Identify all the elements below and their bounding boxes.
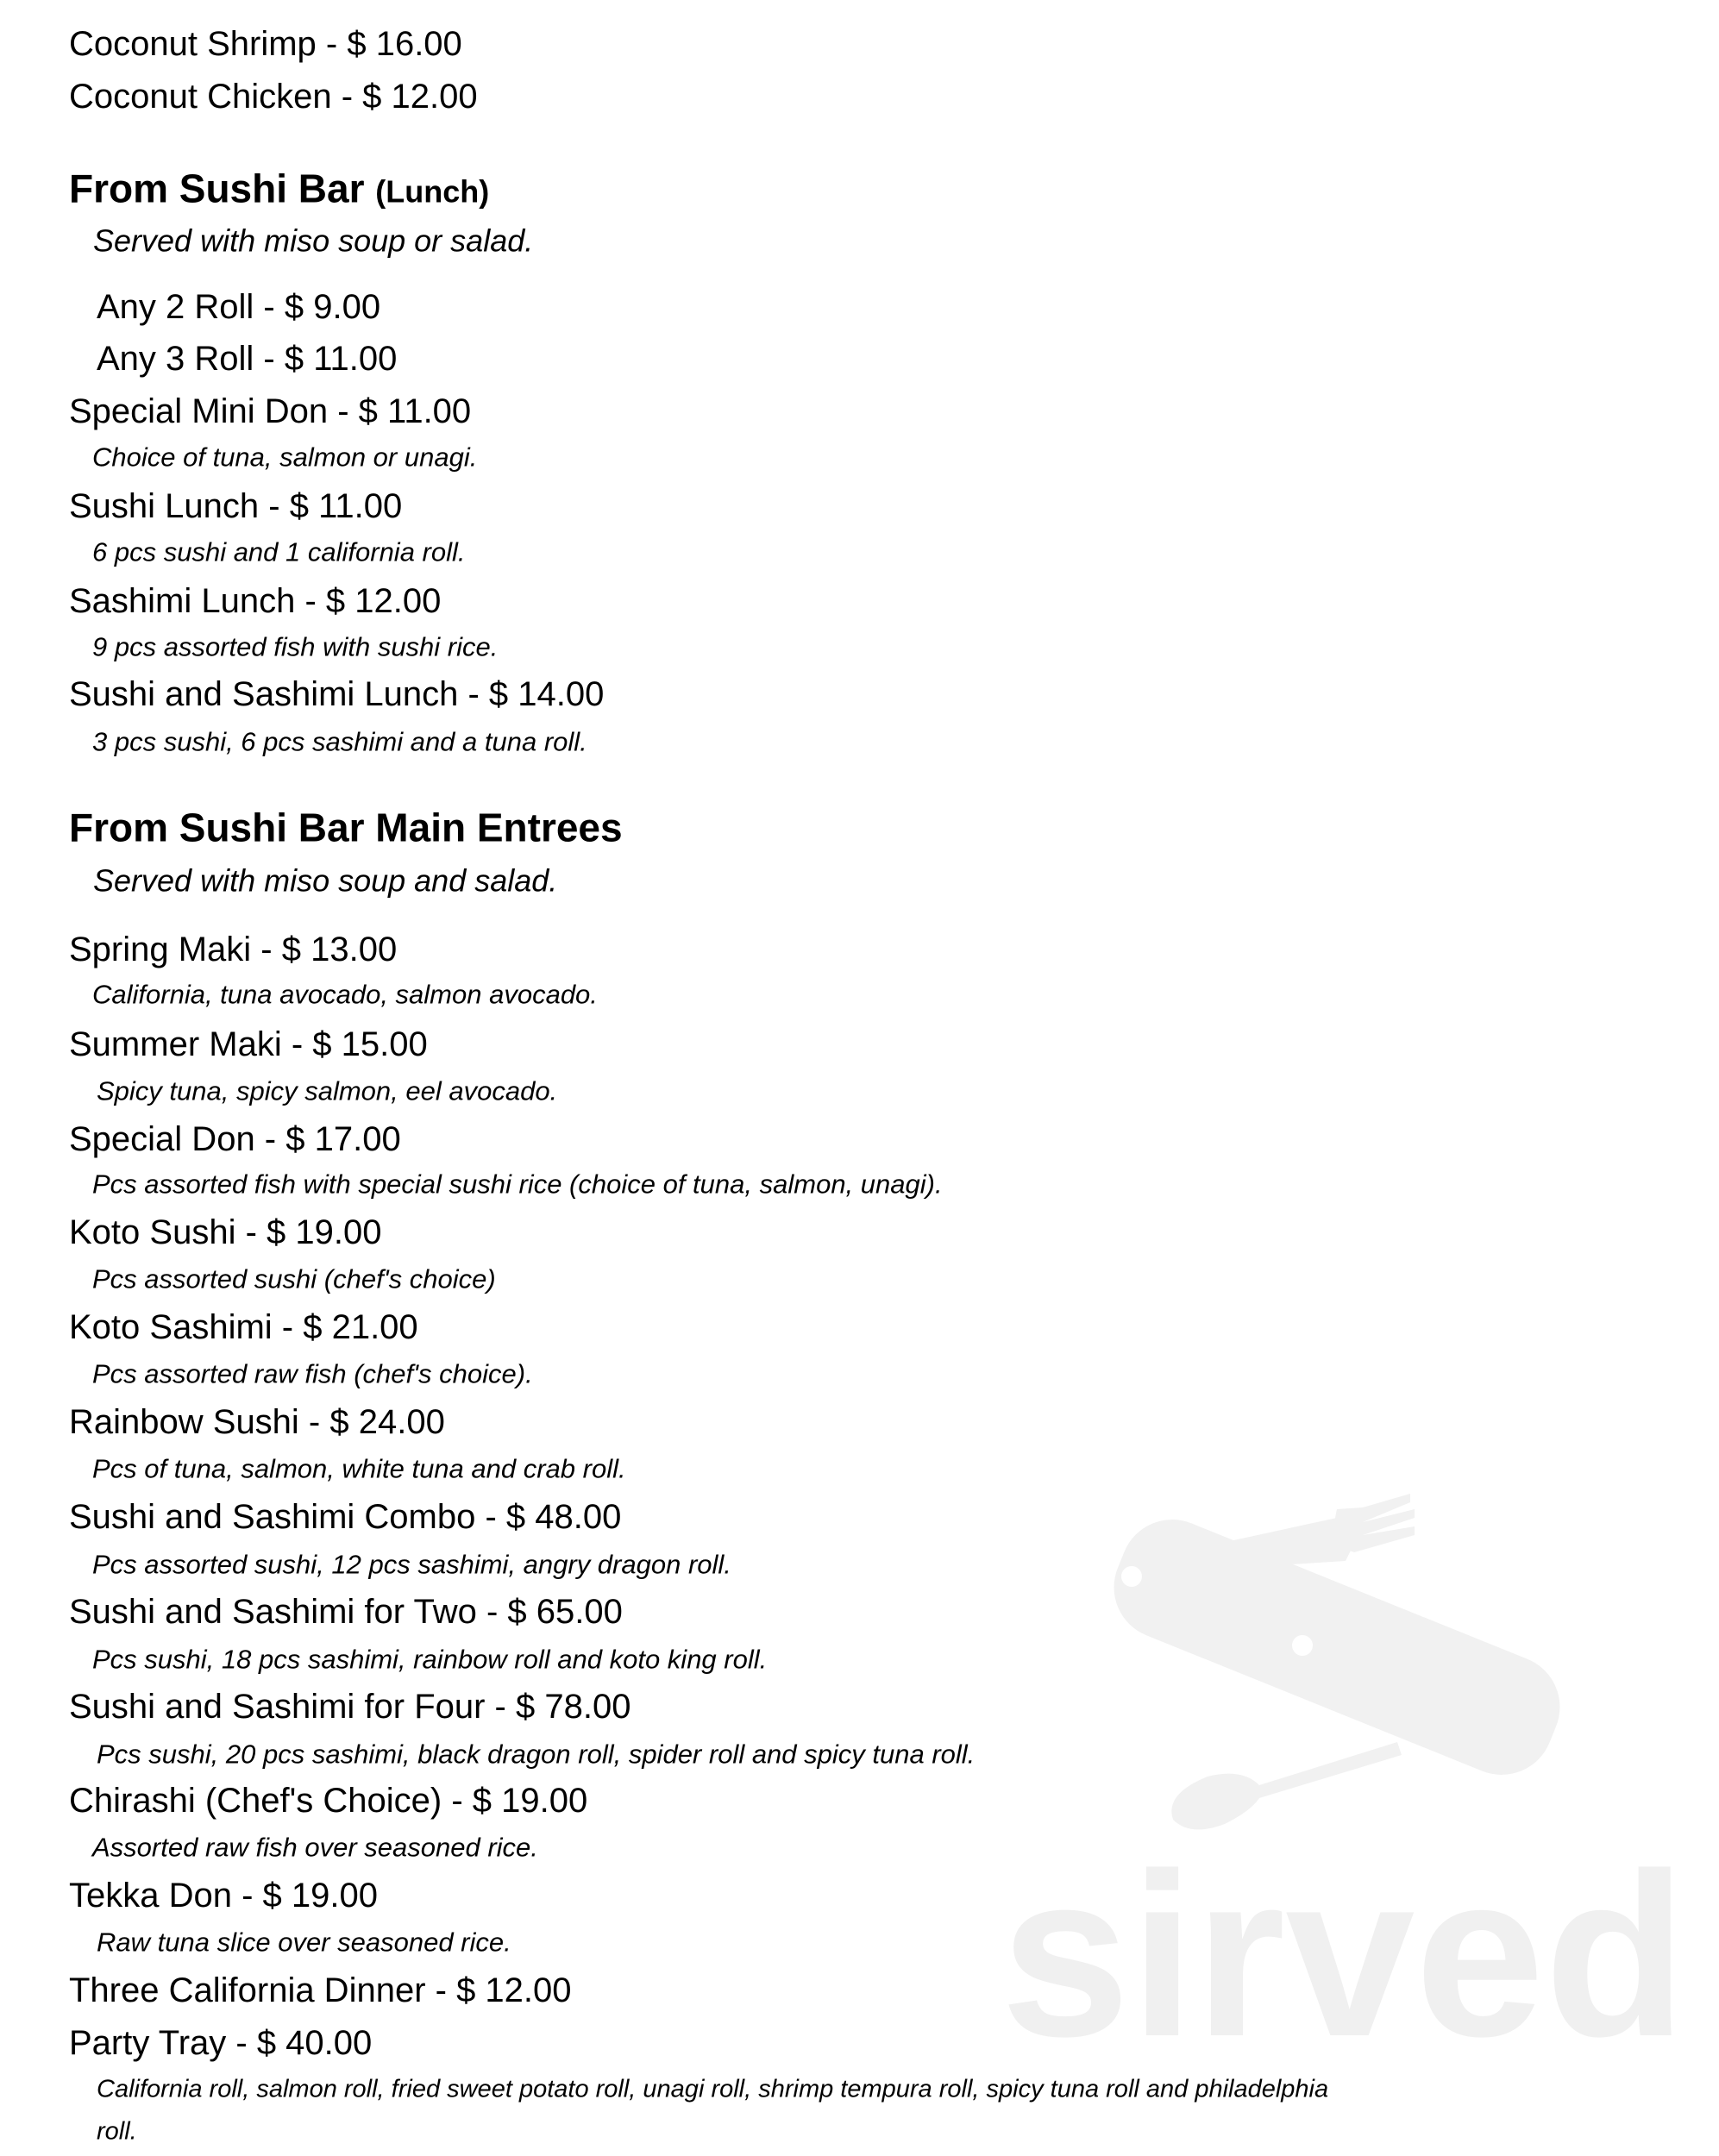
menu-item: Tekka Don - $ 19.00 [69, 1877, 378, 1915]
menu-item: Sushi and Sashimi for Four - $ 78.00 [69, 1688, 631, 1726]
menu-item: Summer Maki - $ 15.00 [69, 1025, 428, 1063]
menu-item: Special Mini Don - $ 11.00 [69, 392, 472, 430]
menu-item: Sashimi Lunch - $ 12.00 [69, 582, 442, 620]
menu-item: Coconut Chicken - $ 12.00 [69, 78, 478, 116]
heading-text: From Sushi Bar [69, 166, 365, 211]
menu-item: Sushi and Sashimi Lunch - $ 14.00 [69, 675, 605, 713]
menu-item: Chirashi (Chef's Choice) - $ 19.00 [69, 1782, 588, 1820]
item-description: Raw tuna slice over seasoned rice. [97, 1927, 511, 1958]
item-description: Pcs assorted sushi (chef's choice) [92, 1263, 496, 1294]
heading-note: (Lunch) [375, 173, 490, 210]
item-description: Spicy tuna, spicy salmon, eel avocado. [97, 1075, 558, 1106]
item-description: Choice of tuna, salmon or unagi. [92, 442, 478, 473]
item-description: Assorted raw fish over seasoned rice. [92, 1832, 538, 1863]
section-heading-lunch [69, 165, 489, 212]
watermark-text: sirved [1001, 1826, 1673, 2070]
item-description: California, tuna avocado, salmon avocado. [92, 979, 598, 1010]
section-subtitle: Served with miso soup or salad. [93, 222, 534, 259]
item-description: Pcs sushi, 20 pcs sashimi, black dragon roll, spider roll and spicy tuna roll. [97, 1739, 976, 1770]
item-description: 9 pcs assorted fish with sushi rice. [92, 631, 499, 662]
item-description-continued: roll. [97, 2117, 137, 2146]
item-description: 3 pcs sushi, 6 pcs sashimi and a tuna roll. [92, 726, 587, 757]
item-description: California roll, salmon roll, fried sweet potato roll, unagi roll, shrimp tempura roll, spicy tuna roll and philadelphia [97, 2075, 1329, 2103]
watermark [983, 1483, 1673, 2070]
menu-item: Any 3 Roll - $ 11.00 [97, 340, 398, 378]
menu-item: Sushi Lunch - $ 11.00 [69, 487, 403, 525]
item-description: Pcs assorted sushi, 12 pcs sashimi, angry dragon roll. [92, 1549, 731, 1580]
menu-item: Three California Dinner - $ 12.00 [69, 1971, 572, 2009]
sirved-logo-icon [983, 1483, 1673, 2070]
menu-item: Sushi and Sashimi for Two - $ 65.00 [69, 1593, 623, 1631]
item-description: Pcs assorted fish with special sushi rice (choice of tuna, salmon, unagi). [92, 1169, 943, 1200]
menu-item: Special Don - $ 17.00 [69, 1120, 401, 1158]
menu-item: Koto Sashimi - $ 21.00 [69, 1308, 418, 1346]
item-description: Pcs of tuna, salmon, white tuna and crab roll. [92, 1453, 626, 1484]
menu-item: Any 2 Roll - $ 9.00 [97, 288, 381, 326]
item-description: Pcs assorted raw fish (chef's choice). [92, 1358, 533, 1389]
menu-item: Sushi and Sashimi Combo - $ 48.00 [69, 1498, 622, 1536]
menu-item: Rainbow Sushi - $ 24.00 [69, 1403, 445, 1441]
menu-item: Koto Sushi - $ 19.00 [69, 1213, 382, 1251]
menu-item: Spring Maki - $ 13.00 [69, 931, 398, 968]
item-description: 6 pcs sushi and 1 california roll. [92, 536, 466, 567]
menu-item: Coconut Shrimp - $ 16.00 [69, 25, 462, 63]
item-description: Pcs sushi, 18 pcs sashimi, rainbow roll and koto king roll. [92, 1644, 768, 1675]
menu-item: Party Tray - $ 40.00 [69, 2024, 373, 2062]
section-subtitle: Served with miso soup and salad. [93, 862, 558, 899]
section-heading-entrees: From Sushi Bar Main Entrees [69, 805, 623, 850]
